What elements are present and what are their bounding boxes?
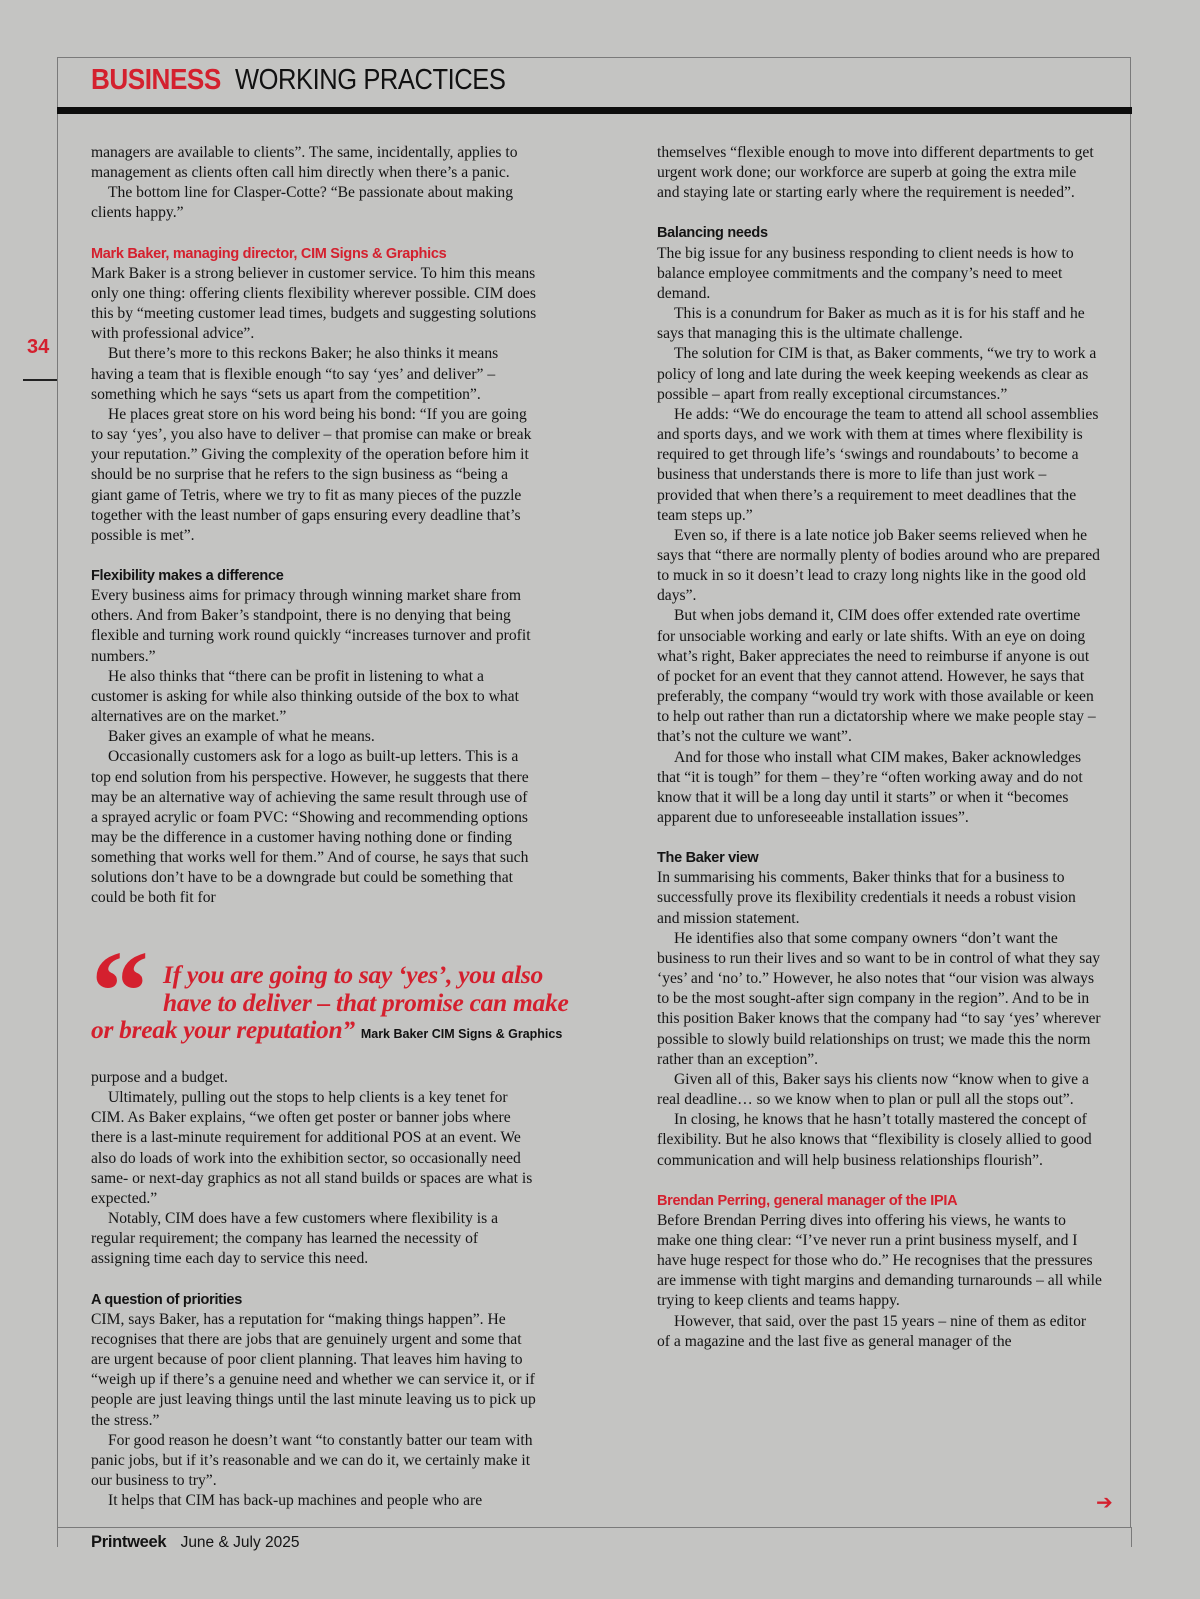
body-paragraph: purpose and a budget. [91,1069,228,1086]
body-paragraph: The solution for CIM is that, as Baker comments, “we try to work a policy of long and late during the week keeping weekends as clear as possible – apart from really exceptional circumstances.” [657,345,1097,403]
body-paragraph: He places great store on his word being his bond: “If you are going to say ‘yes’, you also have to deliver – that promise can make or break your reputation.” Giving the complexity of the operation before him it should be no surprise that he refers to the sign business as “being a giant game of Tetris, where we try to fit as many pieces of the puzzle together with the least number of gaps ensuring every deadline that’s possible is met”. [91,405,532,544]
footer-rule [57,1527,1132,1528]
body-paragraph: CIM, says Baker, has a reputation for “making things happen”. He recognises that there are jobs that are genuinely urgent and some that are urgent because of poor client planning. That leaves him having to “weigh up if there’s a genuine need and whether we can service it, or if people are just leaving things until the last minute leaving us to pick up the stress.” [91,1310,536,1429]
subheading: Balancing needs [657,225,768,242]
body-paragraph: Baker gives an example of what he means. [108,728,375,746]
body-paragraph: He adds: “We do encourage the team to attend all school assemblies and sports days, and we work with them at times where flexibility is required to get through life’s ‘swings and roundabouts’ to become a business that understands there is more to life than just work – provided that when there’s a requirement to meet deadlines that the team steps up.” [657,405,1099,524]
body-paragraph: Every business aims for primacy through winning market share from others. And from Baker’s standpoint, there is no denying that being flexible and turning work round quickly “increases turnover and profit numbers.” [91,587,531,665]
header-rule [57,107,1132,114]
subheading: A question of priorities [91,1291,242,1308]
attribution-org: CIM Signs & Graphics [431,1027,563,1041]
body-paragraph: It helps that CIM has back-up machines and people who are [108,1492,483,1510]
section-label: BUSINESS [91,64,221,96]
footer-brand: Printweek [91,1533,167,1551]
body-paragraph: And for those who install what CIM makes, Baker acknowledges that “it is tough” for them – they’re “often working away and do not know that it will be a long day until it starts” or when it “becomes apparent due to unforeseeable installation issues”. [657,748,1083,826]
pull-quote-text [91,961,611,1049]
pull-quote-line-1: If you are going to say ‘yes’, you also [163,960,543,989]
body-paragraph: The big issue for any business responding to client needs is how to balance employee commitments and the company’s need to meet demand. [657,244,1074,302]
page-footer [91,1533,299,1552]
body-paragraph: themselves “flexible enough to move into different departments to get urgent work done; our workforce are superb at going the extra mile and staying late or starting early where the requirement is needed”. [657,144,1094,202]
page-number: 34 [27,336,50,358]
body-paragraph: He also thinks that “there can be profit in listening to what a customer is asking for while also thinking outside of the box to what alternatives are on the market.” [91,667,519,726]
body-paragraph: Even so, if there is a late notice job Baker seems relieved when he says that “there are normally plenty of bodies around who are prepared to muck in so it doesn’t lead to crazy long nights like in the good old days”. [657,526,1100,605]
body-paragraph: In closing, he knows that he hasn’t totally mastered the concept of flexibility. But he also knows that “flexibility is closely allied to good communication and will help business relationships flourish”. [657,1111,1092,1169]
subsection-label: WORKING PRACTICES [234,64,506,96]
body-paragraph: Before Brendan Perring dives into offering his views, he wants to make one thing clear: “I’ve never run a print business myself, and I have huge respect for those who do.” He recognises that the pressures are immense with tight margins and demanding turnarounds – all while trying to keep clients and teams happy. [657,1211,1102,1310]
continue-arrow-icon: ➔ [1096,1490,1113,1514]
page-number-rule [23,379,57,381]
body-paragraph: Mark Baker is a strong believer in customer service. To him this means only one thing: offering clients flexibility wherever possible. CIM does this by “meeting customer lead times, budgets and suggesting solutions with professional advice”. [91,264,537,343]
attribution-name: Mark Baker [360,1027,429,1041]
body-paragraph: The bottom line for Clasper-Cotte? “Be passionate about making clients happy.” [91,184,514,222]
body-paragraph: But there’s more to this reckons Baker; he also thinks it means having a team that is flexible enough “to say ‘yes’ and deliver” – something which he says “sets us apart from the competition”. [91,345,499,403]
body-paragraph: This is a conundrum for Baker as much as it is for his staff and he says that managing this is the ultimate challenge. [657,305,1085,343]
body-paragraph: Given all of this, Baker says his clients now “know when to give a real deadline… so we know when to plan or pull all the stops out”. [657,1070,1089,1109]
pull-quote-line-2: have to deliver – that promise can make [163,987,569,1017]
pull-quote-attribution [361,1027,562,1041]
footer-tick-right [1131,1527,1132,1547]
subheading: The Baker view [657,850,759,867]
subheading: Brendan Perring, general manager of the IPIA [657,1192,958,1209]
pull-quote [91,928,611,1056]
right-column [657,143,1102,1352]
body-paragraph: For good reason he doesn’t want “to constantly batter our team with panic jobs, but if it’s reasonable and we can do it, we certainly make it our business to try”. [91,1431,533,1489]
subheading: Mark Baker, managing director, CIM Signs & Graphics [91,245,447,262]
body-paragraph: managers are available to clients”. The same, incidentally, applies to management as clients often call him directly when there’s a panic. [91,144,518,182]
body-paragraph: But when jobs demand it, CIM does offer extended rate overtime for unsociable working and early or late shifts. With an eye on doing what’s right, Baker appreciates the need to reimburse if anyone is out of pocket for an event that they cannot attend. However, he says that preferably, the company “would try work with those available or keen to help out rather than run a dictatorship where we make people stay – that’s not the culture we want”. [657,607,1096,746]
body-paragraph: Ultimately, pulling out the stops to help clients is a key tenet for CIM. As Baker explains, “we often get poster or banner jobs where there is a last-minute requirement for additional POS at an event. We also do loads of work into the exhibition sector, so occasionally need same- or next-day graphics as not all stand builds or spaces are what is expected.” [91,1089,533,1207]
body-paragraph: Notably, CIM does have a few customers where flexibility is a regular requirement; the company has learned the necessity of assigning time each day to service this need. [91,1210,499,1268]
body-paragraph: Occasionally customers ask for a logo as built-up letters. This is a top end solution from his perspective. However, he suggests that there may be an alternative way of achieving the same result through use of a sprayed acrylic or foam PVC: “Showing and recommending options may be the difference in a customer having nothing done or finding something that works well for them.” And of course, he says that such solutions don’t have to be a downgrade but could be something that could be both fit for [91,748,529,907]
left-column-bottom [91,1068,538,1511]
section-header [91,64,542,104]
pull-quote-line-3 [91,1016,611,1049]
footer-date: June & July 2025 [180,1534,300,1551]
subheading: Flexibility makes a difference [91,567,284,584]
footer-tick-left [57,1527,58,1547]
body-paragraph: However, that said, over the past 15 years – nine of them as editor of a magazine and the last five as general manager of the [657,1312,1087,1350]
body-paragraph: In summarising his comments, Baker thinks that for a business to successfully prove its flexibility credentials it needs a robust vision and mission statement. [657,869,1076,927]
pull-quote-line-3-text: or break your reputation” [91,1015,355,1044]
quote-mark-icon: “ [91,928,149,1056]
left-column-top [91,143,538,909]
body-paragraph: He identifies also that some company owners “don’t want the business to run their lives and so want to be in control of what they say ‘yes’ and ‘no’ to.” However, he also notes that “our vision was always to be the most sought-after sign company in the region”. And to be in this position Baker knows that the company had “to say ‘yes’ wherever possible to slowly build relationships on trust; we made this the norm rather than an exception”. [657,929,1101,1068]
